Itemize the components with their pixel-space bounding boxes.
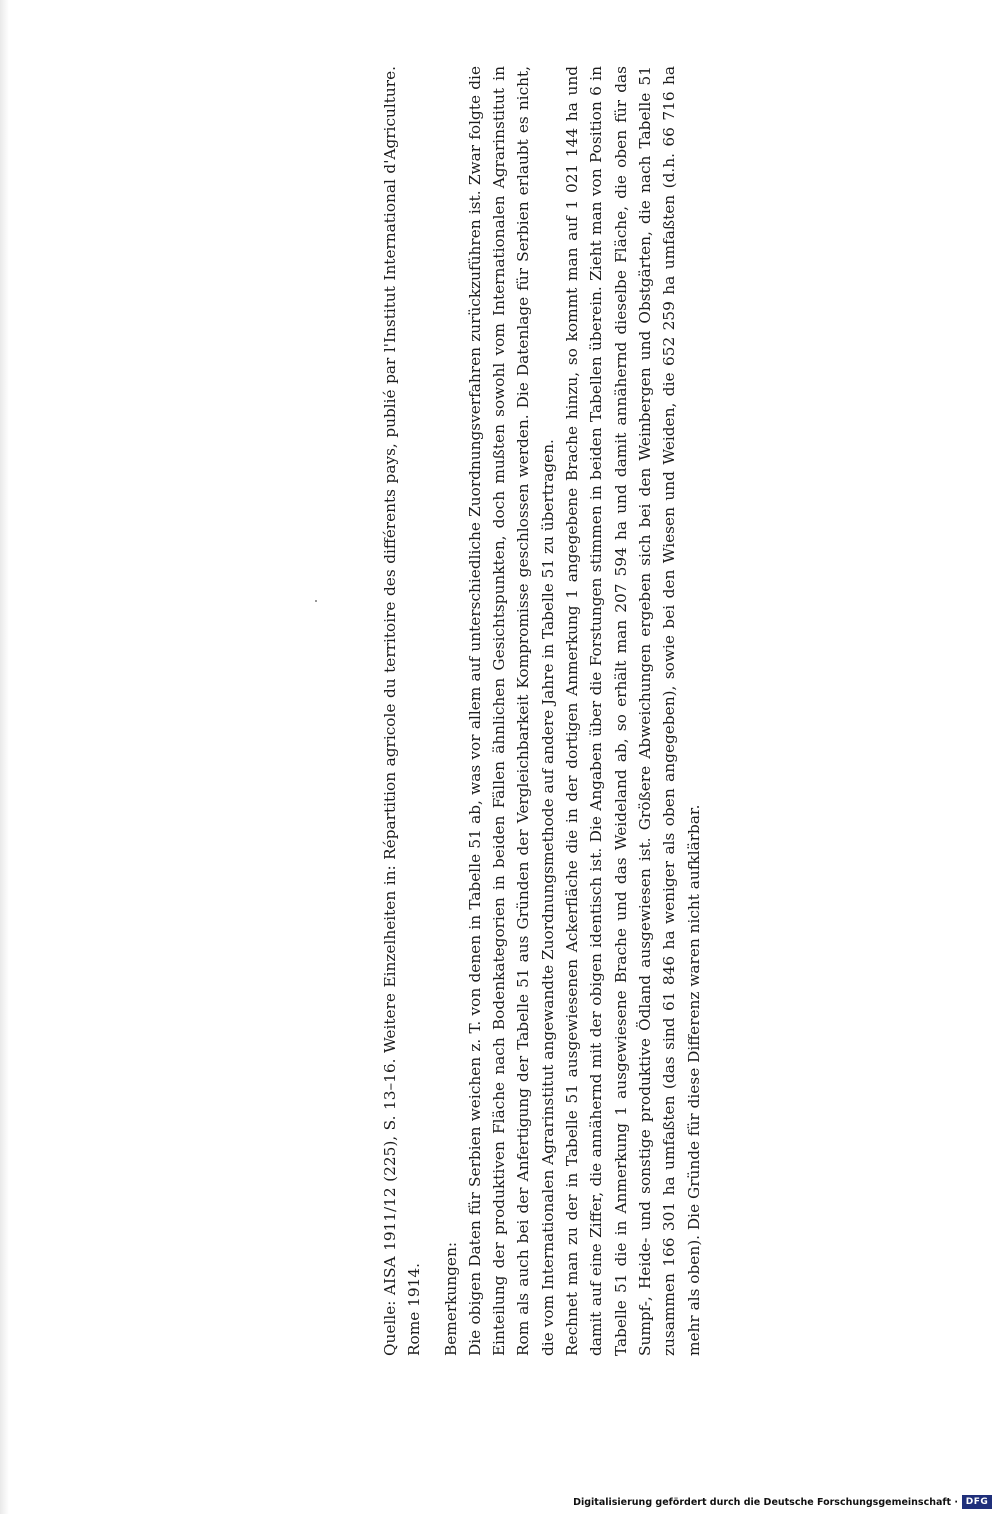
digitization-footer: Digitalisierung gefördert durch die Deutsche Forschungsgemeinschaft ·: [573, 1497, 958, 1508]
scan-speck: [315, 600, 317, 602]
remarks-paragraph-1: Die obigen Daten für Serbien weichen z. T. von denen in Tabelle 51 ab, was vor allem auf unterschiedliche Zuordnungsverfahren zurückzuführen ist. Zwar folgte die Einteilung der produktiven Fläche nach Bodenkategorien in beiden Fällen ähnlichen Gesichtspunkten, doch mußten sowohl vom Internationalen Agrarinstitut in Rom als auch bei der Anfertigung der Tabelle 51 aus Gründen der Vergleichbarkeit Kompromisse geschlossen werden. Die Datenlage für Serbien erlaubt es nicht, die vom Internationalen Agrarinstitut angewandte Zuordnungsmethode auf andere Jahre in Tabelle 51 zu übertragen.: [465, 66, 557, 1356]
rotated-page-body: [378, 66, 706, 1356]
page-edge-shadow: [0, 0, 9, 1514]
source-note: Quelle: AISA 1911/12 (225), S. 13–16. Weitere Einzelheiten in: Répartition agricole du territoire des différents pays, publié par l'Institut International d'Agriculture. Rome 1914.: [381, 66, 424, 1356]
remarks-paragraph-2: Rechnet man zu der in Tabelle 51 ausgewiesenen Ackerfläche die in der dortigen Anmerkung 1 angegebene Brache hinzu, so kommt man auf 1 021 144 ha und damit auf eine Ziffer, die annähernd mit der obigen identisch ist. Die Angaben über die Forstungen stimmen in beiden Tabellen überein. Zieht man von Position 6 in Tabelle 51 die in Anmerkung 1 ausgewiesene Brache und das Weideland ab, so erhält man 207 594 ha und damit annähernd dieselbe Fläche, die oben für das Sumpf-, Heide- und sonstige produktive Ödland ausgewiesen ist. Größere Abweichungen ergeben sich bei den Weinbergen und Obstgärten, die nach Tabelle 51 zusammen 166 301 ha umfaßten (das sind 61 846 ha weniger als oben angegeben), sowie bei den Wiesen und Weiden, die 652 259 ha umfaßten (d.h. 66 716 ha mehr als oben). Die Gründe für diese Differenz waren nicht aufklärbar.: [563, 66, 703, 1356]
dfg-logo: DFG: [962, 1495, 992, 1509]
remarks-heading: Bemerkungen:: [441, 1242, 460, 1356]
